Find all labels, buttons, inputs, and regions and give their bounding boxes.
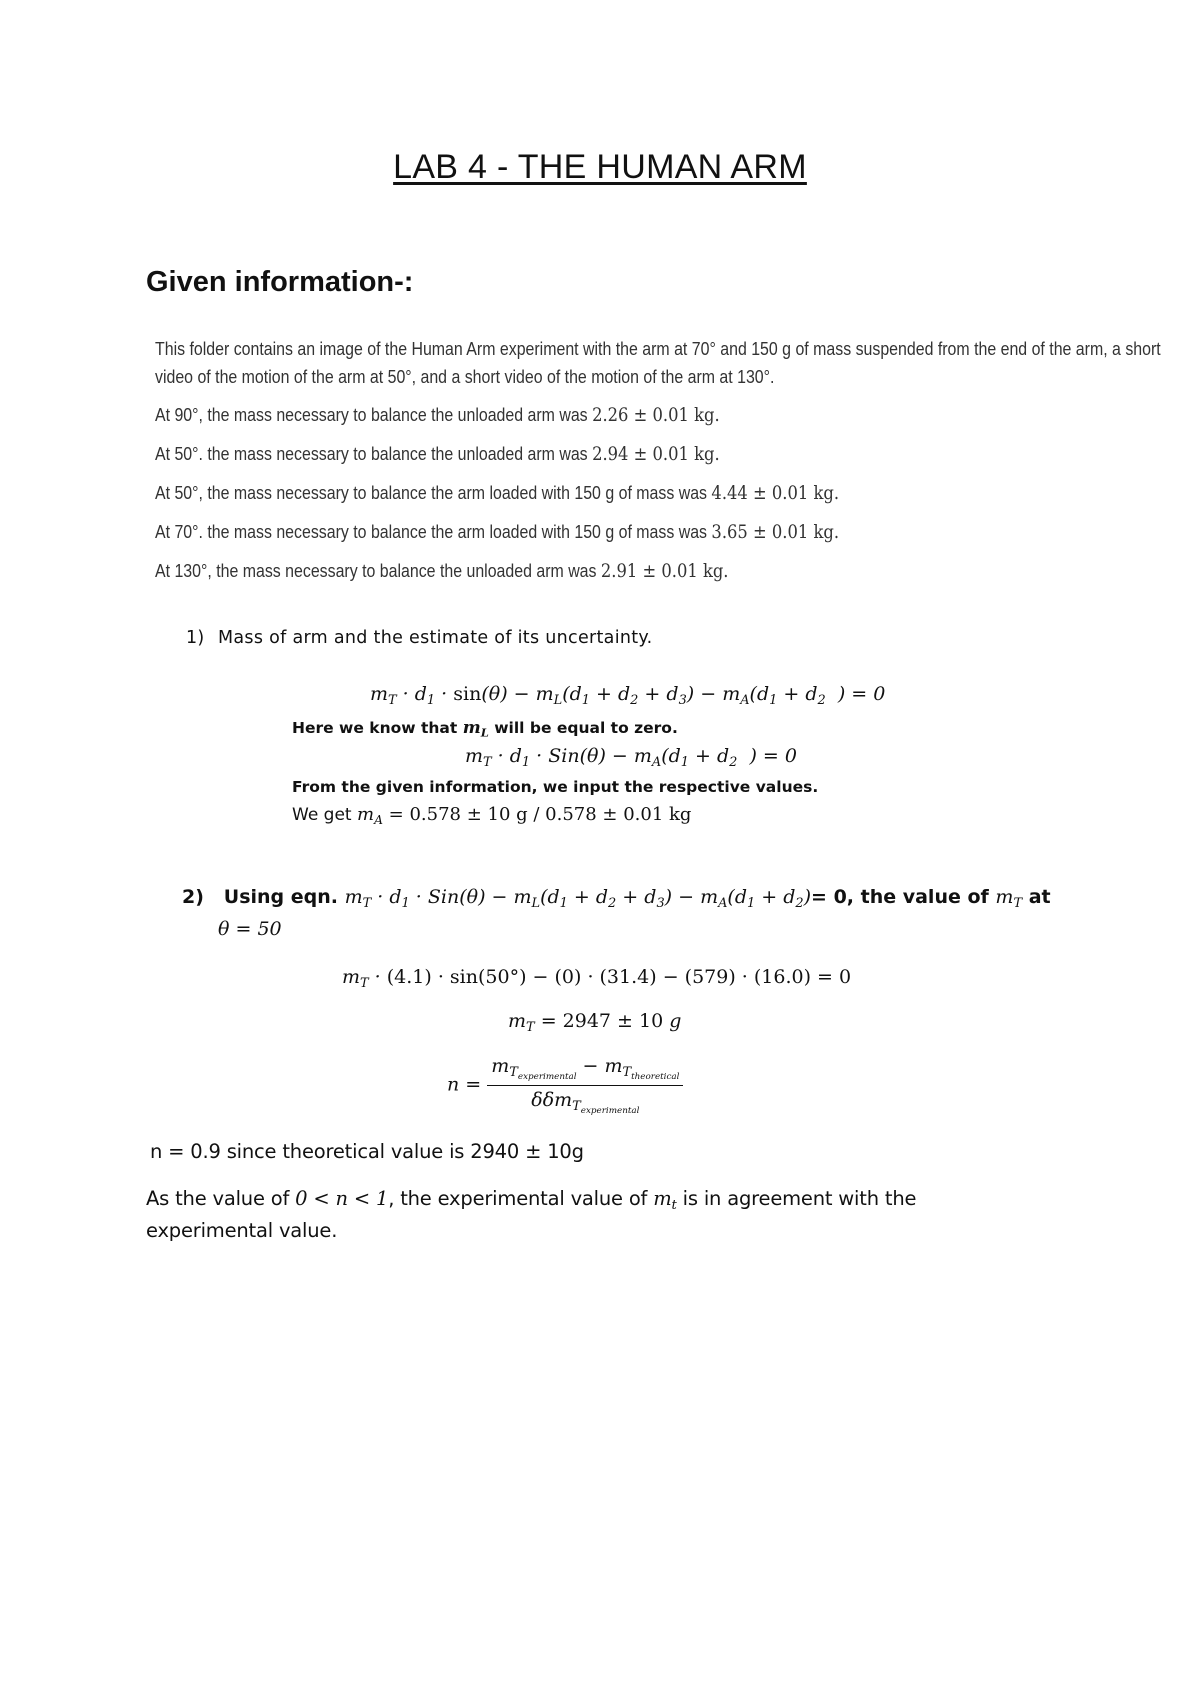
reduced-equation: $m_T \cdot d_1 \cdot Sin(\theta) - m_A(d_1 + d_2$ ) = 0 [465, 745, 797, 771]
given-item: At 50°, the mass necessary to balance the arm loaded with 150 g of mass was 4.44 ± 0.01 kg. [155, 482, 840, 504]
question-2: 2) Using eqn. $m_T \cdot d_1 \cdot Sin(\theta) - m_L(d_1 + d_2 + d_3) - m_A(d_1 + d_2)= 0$, the value of $m_T$ at [182, 886, 1051, 912]
given-intro-line2: video of the motion of the arm at 50°, and a short video of the motion of the arm at 130°. [155, 366, 775, 387]
q1-result: We get $m_A = 0.578 \pm 10$ g / 0.578 ± 0.01 kg [292, 804, 692, 827]
given-item: At 130°, the mass necessary to balance the unloaded arm was 2.91 ± 0.01 kg. [155, 560, 729, 582]
section-heading: Given information-: [146, 266, 414, 298]
n-value-line: n = 0.9 since theoretical value is 2940 ± 10g [150, 1140, 584, 1163]
conclusion-line1: As the value of 0 < n < 1, the experimental value of $m_t$ is in agreement with the [146, 1187, 917, 1214]
conclusion-line2: experimental value. [146, 1219, 338, 1242]
given-intro-line1: This folder contains an image of the Human Arm experiment with the arm at 70° and 150 g of mass suspended from the end of the arm, a short [155, 338, 1161, 359]
q1-note-ml: Here we know that $m_L$ will be equal to zero. [292, 718, 678, 740]
q1-note-input: From the given information, we input the respective values. [292, 778, 819, 796]
n-fraction: $\frac{m_{T_{experimental}} - m_{T_{theoretical}}}{\delta\delta m_{T_{experimental}}}$ [487, 1055, 683, 1116]
moment-equation: $m_T \cdot d_1 \cdot \sin(\theta) - m_L(d_1 + d_2 + d_3) - m_A(d_1 + d_2$ ) = 0 [370, 683, 886, 709]
n-formula: n = $\frac{m_{T_{experimental}} - m_{T_{theoretical}}}{\delta\delta m_{T_{experimental}}}$ [447, 1055, 683, 1116]
theta-value: θ = 50 [218, 918, 282, 940]
question-1: 1) Mass of arm and the estimate of its uncertainty. [186, 628, 653, 648]
page-title: LAB 4 - THE HUMAN ARM [393, 148, 807, 186]
given-item: At 70°. the mass necessary to balance the arm loaded with 150 g of mass was 3.65 ± 0.01 kg. [155, 521, 840, 543]
given-item: At 90°, the mass necessary to balance the unloaded arm was 2.26 ± 0.01 kg. [155, 404, 720, 426]
given-item: At 50°. the mass necessary to balance the unloaded arm was 2.94 ± 0.01 kg. [155, 443, 720, 465]
mt-result: $m_T = 2947 \pm 10$ g [508, 1010, 682, 1036]
substituted-equation: $m_T \cdot (4.1) \cdot \sin(50^\circ) - (0) \cdot (31.4) - (579) \cdot (16.0) = 0$ [342, 966, 852, 992]
